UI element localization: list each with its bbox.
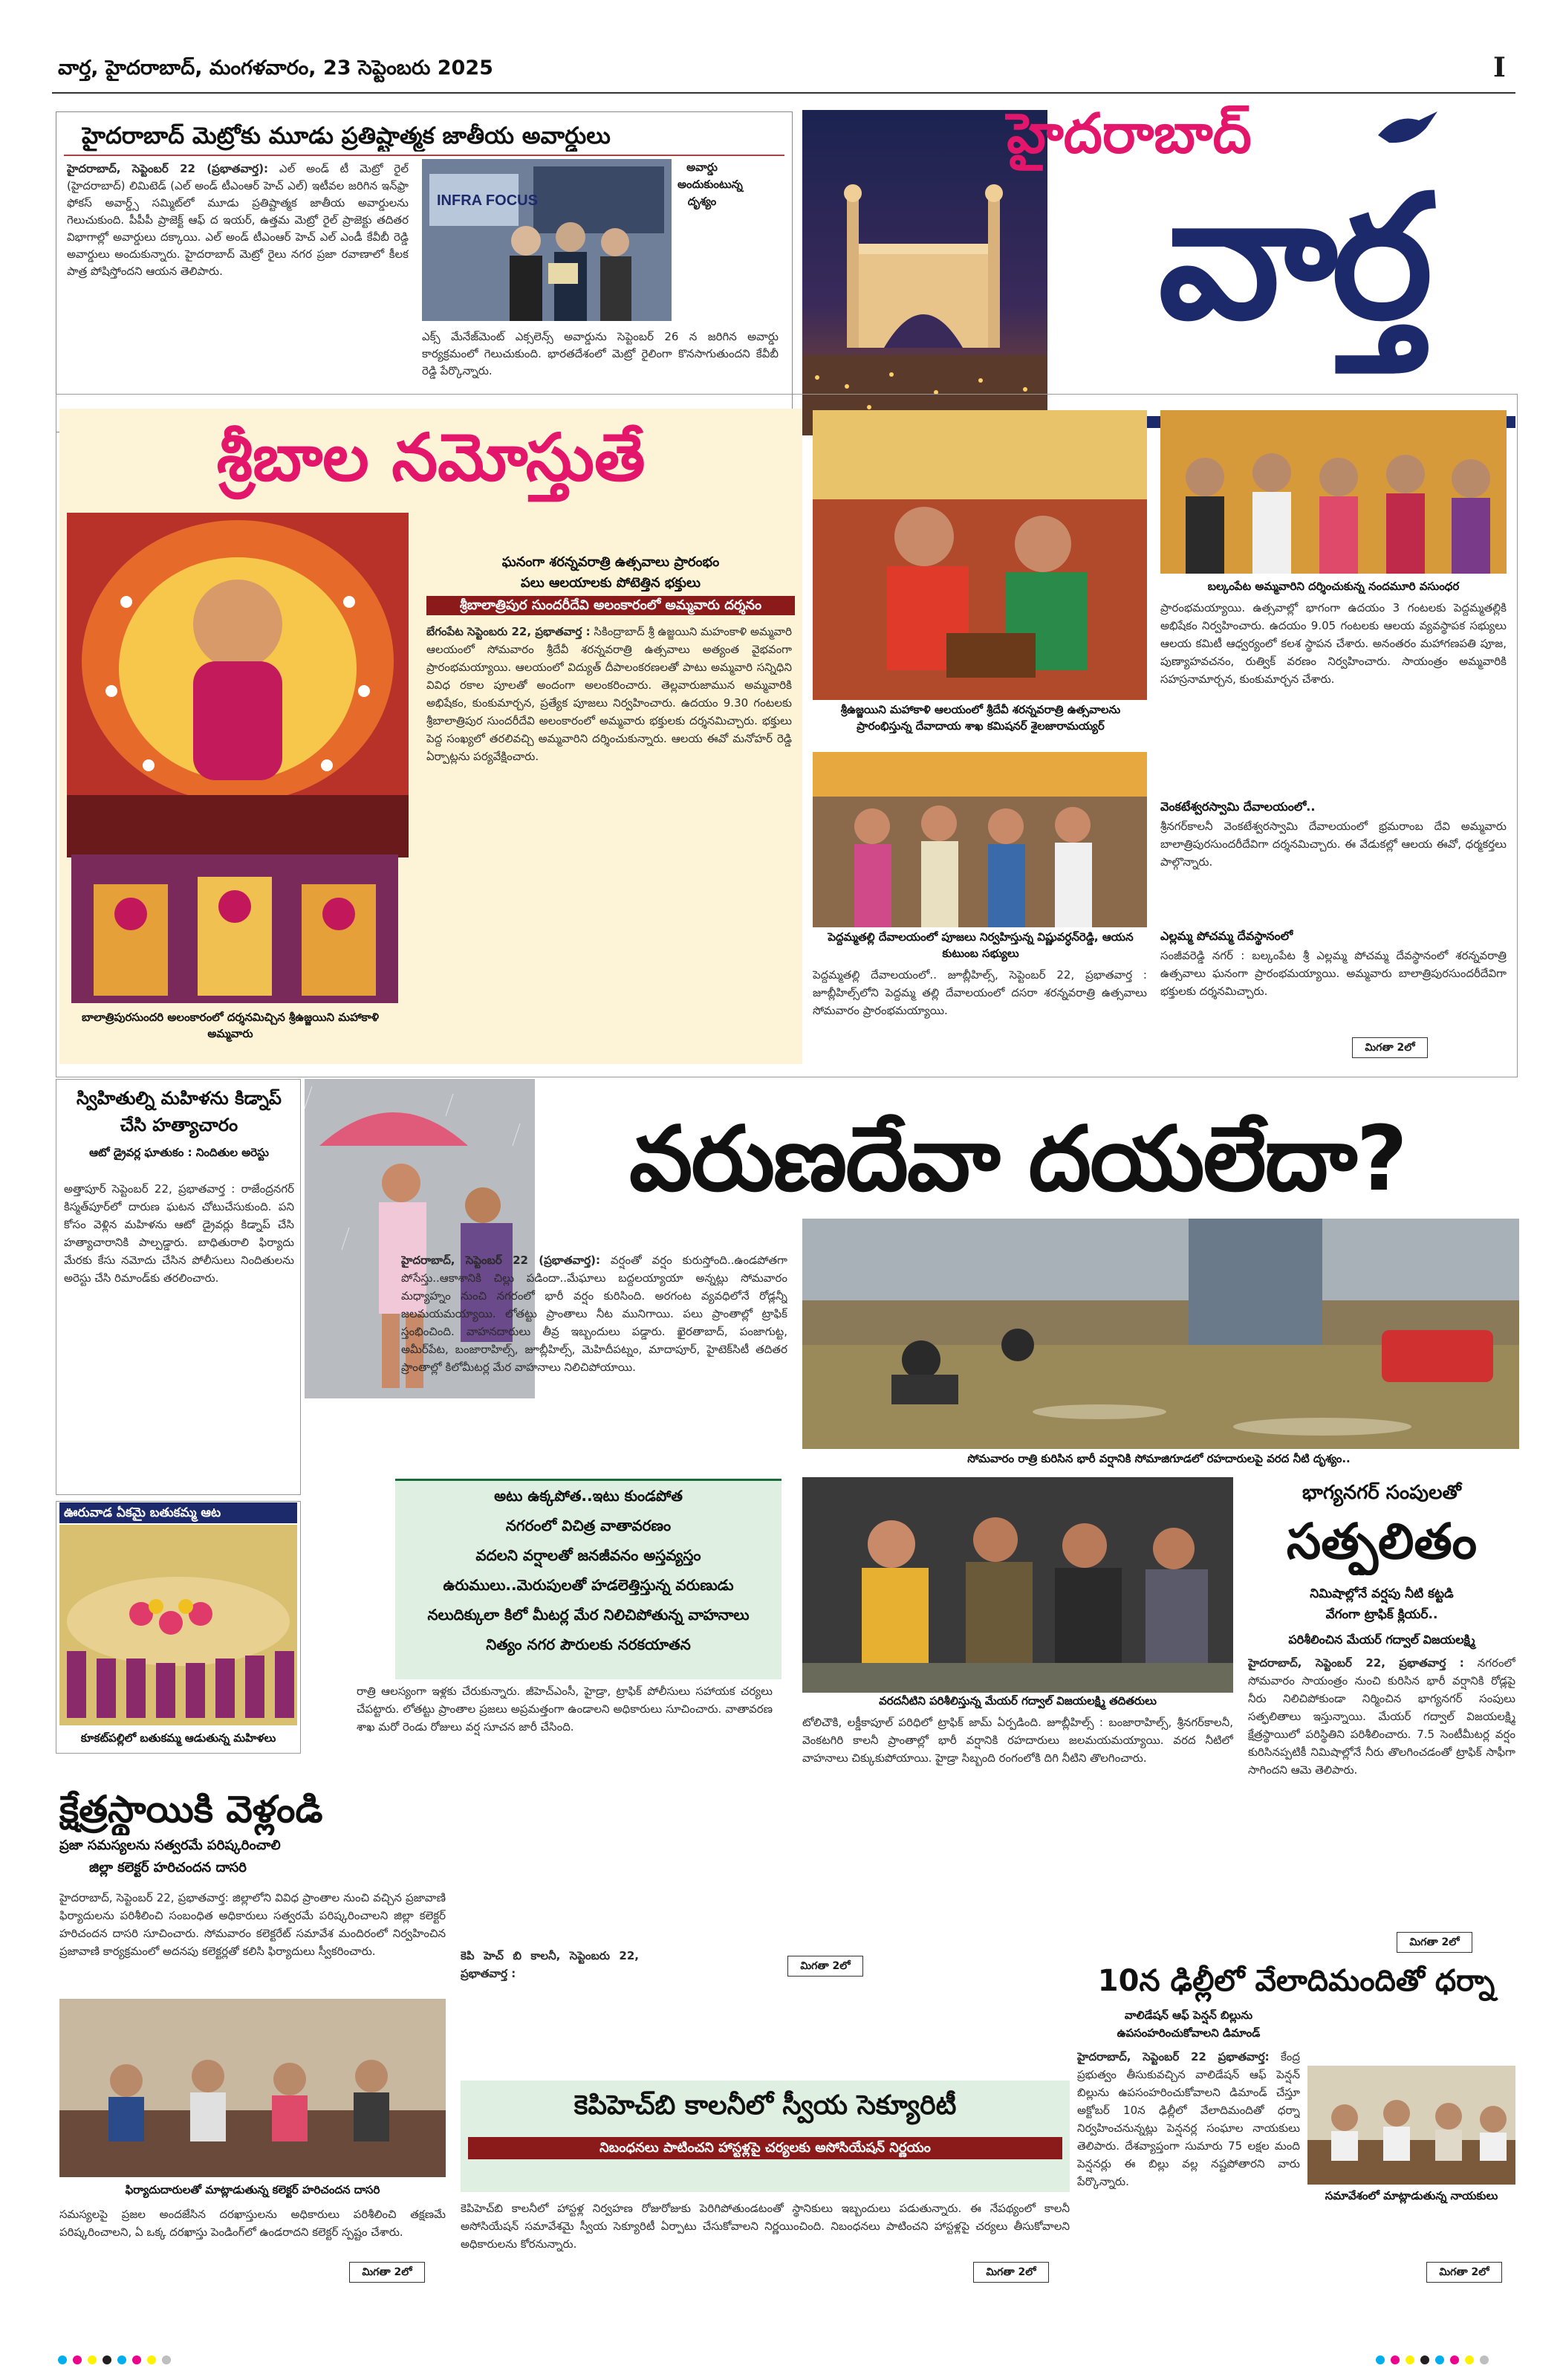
group-photo bbox=[1160, 410, 1507, 574]
sribala-temple-sub-2: ఎల్లమ్మ పోచమ్మ దేవస్థానంలో bbox=[1160, 929, 1293, 943]
collector-body-2: సమస్యలపై ప్రజల అందజేసిన దరఖాస్తులను అధికారులు పరిశీలించి తక్షణమే పరిష్కరించాలని, ఏ ఒక్క దరఖాస్తు పెండింగ్‌లో ఉండరాదని కలెక్టర్ స్పష్టం చేశారు. bbox=[59, 2208, 446, 2239]
flood-caption: సోమవారం రాత్రి కురిసిన భారీ వర్షానికి సోమాజిగూడలో రహదారులపై వరద నీటి దృశ్యం.. bbox=[967, 1452, 1351, 1465]
sribala-col3-text: ప్రారంభమయ్యాయి. ఉత్సవాల్లో భాగంగా ఉదయం 3 గంటలకు పెద్దమ్మతల్లికి అభిషేకం నిర్వహించారు. ఉదయం 9.05 గంటలకు ఆలయ వ్యవస్థాపక సభ్యులు ఆలయ కమిటీ ఆధ్వర్యంలో కలశ స్థాపన చేశారు. అనంతరం మహాగణపతి పూజ, పుణ్యాహవచనం, రుత్విక్ వరణం నిర్వహించారు. సాయంత్రం అమ్మవారికి సహస్రనామార్చన, కుంకుమార్చన చేశారు. bbox=[1160, 601, 1507, 686]
rain-more-tag[interactable]: మిగతా 2లో bbox=[787, 1956, 863, 1977]
security-body: కెపిహెచ్‌బి కాలనీలో హాస్టళ్ల నిర్వహణ రోజురోజుకు పెరిగిపోతుండటంతో స్థానికులు ఇబ్బందులు పడుతున్నారు. ఈ నేపథ్యంలో కాలనీ అసోసియేషన్ సమావేశమై స్వీయ సెక్యూరిటీ ఏర్పాటు చేసుకోవాలని నిర్ణయించింది. నిబంధనలు పాటించని హాస్టళ్లపై చర్యలు తీసుకోవాలని అధికారులను కోరనున్నారు. bbox=[461, 2202, 1070, 2251]
metro-banner-text: INFRA FOCUS bbox=[437, 192, 538, 209]
rain-highlight-2: నగరంలో విచిత్ర వాతావరణం bbox=[505, 1517, 672, 1534]
print-color-strip-right bbox=[1374, 2354, 1523, 2366]
rain-headline: వరుణదేవా దయలేదా? bbox=[629, 1108, 1406, 1211]
delhi-more-tag[interactable]: మిగతా 2లో bbox=[1426, 2262, 1502, 2283]
puja-photo bbox=[813, 410, 1147, 700]
family-caption: పెద్దమ్మతల్లి దేవాలయంలో పూజలు నిర్వహిస్తున్న విష్ణువర్ధన్‌రెడ్డి, ఆయన కుటుంబ సభ్యులు bbox=[828, 930, 1134, 960]
metro-body-text: ఎల్ అండ్ టీ మెట్రో రైల్ (హైదరాబాద్) లిమిటెడ్ (ఎల్ అండ్ టీఎంఆర్ హెచ్ ఎల్) ఇటీవల జరిగిన ఇన్‌ఫ్రా ఫోకస్ అవార్డ్స్ సమ్మిట్‌లో మూడు ప్రతిష్టాత్మక జాతీయ అవార్డులను గెలుచుకుంది. పీపీపీ ప్రాజెక్ట్ ఆఫ్ ద ఇయర్, ఉత్తమ మెట్రో రైల్ ప్రాజెక్టు తదితర విభాగాల్లో అవార్డులు దక్కాయి. ఎల్ అండ్ టీఎంఆర్ హెచ్ ఎల్ ఎండీ కేవీబీ రెడ్డి అవార్డులు అందుకున్నారు. హైదరాబాద్ మెట్రో రైలు నగర ప్రజా రవాణాలో కీలక పాత్ర పోషిస్తోందని ఆయన తెలిపారు. bbox=[67, 162, 409, 278]
dove-icon bbox=[1374, 106, 1441, 150]
dateline: వార్త, హైదరాబాద్, మంగళవారం, 23 సెప్టెంబరు 2025 bbox=[58, 56, 493, 80]
delhi-headline: 10న ఢిల్లీలో వేలాదిమందితో ధర్నా bbox=[1097, 1964, 1495, 1998]
bhagya-headline: భాగ్యనగర్ సంపులతో bbox=[1302, 1482, 1461, 1504]
collector-more-tag[interactable]: మిగతా 2లో bbox=[349, 2262, 425, 2283]
masthead-title-top: హైదరాబాద్ bbox=[1007, 102, 1252, 166]
sribala-sub1: ఘనంగా శరన్నవరాత్రి ఉత్సవాలు ప్రారంభం bbox=[501, 554, 720, 570]
bhagya-big: సత్ఫలితం bbox=[1286, 1513, 1478, 1570]
print-color-strip-left bbox=[56, 2354, 205, 2366]
metro-photo-caption: అవార్డు అందుకుంటున్న దృశ్యం bbox=[677, 160, 743, 208]
bhagya-body-text: నగరంలో సోమవారం సాయంత్రం నుంచి కురిసిన భారీ వర్షానికి రోడ్లపై నీరు నిలిచిపోకుండా నిర్మించిన భాగ్యనగర్ సంపులు సత్ఫలితాలు ఇస్తున్నాయి. మేయర్ గద్వాల్ విజయలక్ష్మి క్షేత్రస్థాయిలో పరిస్థితిని పరిశీలించారు. 7.5 సెంటీమీటర్ల వర్షం కురిసినప్పటికీ నిమిషాల్లోనే నీరు తొలగించడంతో ట్రాఫిక్ సాఫీగా సాగిందని ఆమె తెలిపారు. bbox=[1248, 1656, 1515, 1777]
delhi-caption: సమావేశంలో మాట్లాడుతున్న నాయకులు bbox=[1325, 2189, 1498, 2202]
deity-caption: బాలాత్రిపురసుందరి అలంకారంలో దర్శనమిచ్చిన శ్రీఉజ్జయిని మహాకాళి అమ్మవారు bbox=[82, 1011, 379, 1040]
page-number: I bbox=[1493, 52, 1506, 83]
sribala-col3b-text: శ్రీనగర్‌కాలనీ వెంకటేశ్వరస్వామి దేవాలయంలో భ్రమరాంబ దేవి అమ్మవారు బాలాత్రిపురసుందరీదేవిగా దర్శనమిచ్చారు. ఈ వేడుకల్లో ఆలయ ఈవో, ధర్మకర్తలు పాల్గొన్నారు. bbox=[1160, 820, 1507, 869]
family-photo bbox=[813, 752, 1147, 927]
rain-body bbox=[401, 1251, 787, 1459]
crime-body: అత్తాపూర్ సెప్టెంబర్ 22, ప్రభాతవార్త : రాజేంద్రనగర్ కిస్మత్‌పూర్‌లో దారుణ ఘటన చోటుచేసుకుంది. పని కోసం వెళ్లిన మహిళను ఆటో డ్రైవర్లు కిడ్నాప్ చేసి హత్యాచారానికి పాల్పడ్డారు. బాధితురాలి ఫిర్యాదు మేరకు కేసు నమోదు చేసిన పోలీసులు నిందితులను అరెస్టు చేసి రిమాండ్‌కు తరలించారు. bbox=[64, 1182, 294, 1285]
bathukamma-headline: ఊరువాడ ఏకమై బతుకమ్మ ఆట bbox=[59, 1502, 297, 1523]
sribala-temple-sub: వెంకటేశ్వరస్వామి దేవాలయంలో.. bbox=[1160, 800, 1316, 814]
bhagya-sub2: వేగంగా ట్రాఫిక్ క్లియర్.. bbox=[1325, 1607, 1438, 1622]
mayor-photo bbox=[802, 1477, 1233, 1693]
mayor-caption: వరదనీటిని పరిశీలిస్తున్న మేయర్ గద్వాల్ విజయలక్ష్మి తదితరులు bbox=[879, 1694, 1157, 1708]
bhagya-more-tag[interactable]: మిగతా 2లో bbox=[1397, 1932, 1472, 1953]
security-headline: కెపిహెచ్‌బి కాలనీలో స్వీయ సెక్యూరిటీ bbox=[573, 2090, 957, 2121]
collector-photo bbox=[59, 1999, 446, 2177]
metro-body bbox=[67, 160, 409, 428]
bhagya-body bbox=[1248, 1654, 1515, 1877]
rain-col-right: టోలిచౌకి, లక్డీకాపూల్ పరిధిలో ట్రాఫిక్ జామ్ ఏర్పడింది. జూబ్లీహిల్స్ : బంజారాహిల్స్, శ్రీనగర్‌కాలనీ, వెంకటగిరి కాలనీ ప్రాంతాల్లో భారీ వర్షానికి రహదారులు జలమయమయ్యాయి. వరద నీటిలో వాహనాలు చిక్కుకుపోయాయి. హైడ్రా సిబ్బంది రంగంలోకి దిగి నీటిని తొలగించారు. bbox=[802, 1716, 1233, 1765]
delhi-sub: వాలిడేషన్ ఆఫ్ పెన్షన్ బిల్లును ఉపసంహరించుకోవాలని డిమాండ్ bbox=[1117, 2008, 1261, 2040]
rain-highlight-1: అటు ఉక్కపోత..ఇటు కుండపోత bbox=[494, 1487, 683, 1505]
collector-headline: క్షేత్రస్థాయికి వెళ్లండి bbox=[59, 1788, 323, 1831]
sribala-title: శ్రీబాల నమోస్తుతే bbox=[216, 419, 646, 496]
flood-photo bbox=[802, 1219, 1519, 1449]
bhagya-sub1: నిమిషాల్లోనే వర్షపు నీటి కట్టడి bbox=[1310, 1586, 1454, 1601]
collector-sub1: ప్రజా సమస్యలను సత్వరమే పరిష్కరించాలి bbox=[59, 1838, 281, 1853]
crime-headline: స్విహితుల్ని మహిళను కిడ్నాప్ చేసి హత్యాచారం bbox=[77, 1088, 282, 1135]
metro-award-photo bbox=[422, 159, 672, 321]
sribala-col3c-text: సంజీవరెడ్డి నగర్ : బల్కంపేట శ్రీ ఎల్లమ్మ పోచమ్మ దేవస్థానంలో శరన్నవరాత్రి ఉత్సవాలు ఘనంగా ప్రారంభమయ్యాయి. అమ్మవారు బాలాత్రిపురసుందరీదేవిగా భక్తులకు దర్శనమిచ్చారు. bbox=[1160, 949, 1507, 998]
rain-body-text: వర్షంతో వర్షం కురుస్తోంది..ఉండపోతగా పోసేస్తు..ఆకాశానికి చిల్లు పడిందా..మేఘాలు బద్దలయ్యాయా అన్నట్లు సోమవారం మధ్యాహ్నం నుంచి నగరంలో భారీ వర్షం కురిసింది. అరగంట వ్యవధిలోనే రోడ్లన్నీ జలమయమయ్యాయి. లోతట్టు ప్రాంతాలు నీట మునిగాయి. పలు ప్రాంతాల్లో ట్రాఫిక్ స్తంభించింది. వాహనదారులు తీవ్ర ఇబ్బందులు పడ్డారు. ఖైరతాబాద్, పంజాగుట్ట, అమీర్‌పేట, బంజారాహిల్స్, జూబ్లీహిల్స్, మెహిదీపట్నం, మాదాపూర్, హైటెక్‌సిటీ తదితర ప్రాంతాల్లో కిలోమీటర్ల మేర వాహనాలు నిలిచిపోయాయి. bbox=[401, 1254, 787, 1374]
sribala-body bbox=[426, 623, 792, 985]
rain-highlight-4: ఉరుములు..మెరుపులతో హడలెత్తిస్తున్న వరుణుడు bbox=[443, 1576, 734, 1594]
rain-highlight-5: నలుదిక్కులా కిలో మీటర్ల మేర నిలిచిపోతున్న వాహనాలు bbox=[427, 1606, 750, 1624]
delhi-body-text: కేంద్ర ప్రభుత్వం తీసుకువచ్చిన వాలిడేషన్ ఆఫ్ పెన్షన్ బిల్లును ఉపసంహరించుకోవాలని డిమాండ్ చేస్తూ అక్టోబర్ 10న ఢిల్లీలో వేలాదిమందితో ధర్నా నిర్వహించనున్నట్లు పెన్షనర్ల సంఘాల నాయకులు తెలిపారు. దేశవ్యాప్తంగా సుమారు 75 లక్షల మంది పెన్షనర్లు ఈ బిల్లు వల్ల నష్టపోతారని వారు పేర్కొన్నారు. bbox=[1077, 2050, 1300, 2188]
sribala-col2-text: పెద్దమ్మతల్లి దేవాలయంలో.. జూబ్లీహిల్స్, సెప్టెంబర్ 22, ప్రభాతవార్త : జూబ్లీహిల్స్‌లోని పెద్దమ్మ తల్లి దేవాలయంలో దసరా శరన్నవరాత్రి ఉత్సవాలు సోమవారం ప్రారంభమయ్యాయి. bbox=[813, 968, 1147, 1017]
masthead-title-main: వార్త bbox=[1158, 159, 1427, 357]
delhi-photo bbox=[1307, 2066, 1515, 2185]
delhi-body bbox=[1077, 2048, 1300, 2271]
collector-sub2: జిల్లా కలెక్టర్ హరిచందన దాసరి bbox=[89, 1860, 247, 1875]
security-more-tag[interactable]: మిగతా 2లో bbox=[973, 2262, 1049, 2283]
group-caption: బల్కంపేట అమ్మవారిని దర్శించుకున్న నందమూరి వసుంధర bbox=[1207, 580, 1460, 593]
inset-deities-photo bbox=[71, 855, 398, 1003]
metro-body-2: ఎక్స్ మేనేజ్‌మెంట్ ఎక్సలెన్స్ అవార్డును సెప్టెంబర్ 26 న జరిగిన అవార్డు కార్యక్రమంలో గెలుచుకుంది. భారతదేశంలో మెట్రో రైలింగా కొనసాగుతుందని కేవీబీ రెడ్డి పేర్కొన్నారు. bbox=[422, 330, 779, 377]
bathukamma-photo bbox=[59, 1525, 297, 1725]
collector-body: హైదరాబాద్, సెప్టెంబర్ 22, ప్రభాతవార్త: జిల్లాలోని వివిధ ప్రాంతాల నుంచి వచ్చిన ప్రజావాణి ఫిర్యాదులను పరిశీలించి సంబంధిత అధికారులు సత్వరమే పరిష్కరించాలని జిల్లా కలెక్టర్ హరిచందన దాసరి సూచించారు. సోమవారం కలెక్టరేట్ సమావేశ మందిరంలో నిర్వహించిన ప్రజావాణి కార్యక్రమంలో అదనపు కలెక్టర్లతో కలిసి ఫిర్యాదులు స్వీకరించారు. bbox=[59, 1891, 446, 1958]
puja-caption: శ్రీఉజ్జయిని మహాకాళి ఆలయంలో శ్రీదేవీ శరన్నవరాత్రి ఉత్సవాలను ప్రారంభిస్తున్న దేవాదాయ శాఖ కమిషనర్ శైలజారామయ్యర్ bbox=[840, 703, 1121, 733]
rain-highlight-6: నిత్యం నగర పౌరులకు నరకయాతన bbox=[486, 1635, 691, 1653]
security-sub: నిబంధనలు పాటించని హాస్టళ్లపై చర్యలకు అసోసియేషన్ నిర్ణయం bbox=[468, 2137, 1062, 2159]
delhi-dateline: హైదరాబాద్, సెప్టెంబర్ 22 ప్రభాతవార్త: bbox=[1077, 2050, 1270, 2063]
sribala-sub3: శ్రీబాలాత్రిపుర సుందరీదేవి అలంకారంలో అమ్మవారు దర్శనం bbox=[426, 596, 795, 615]
collector-caption: ఫిర్యాదుదారులతో మాట్లాడుతున్న కలెక్టర్ హరిచందన దాసరి bbox=[125, 2183, 380, 2196]
rain-highlight-3: వదలని వర్షాలతో జనజీవనం అస్తవ్యస్తం bbox=[475, 1546, 701, 1564]
sribala-dateline: బేగంపేట సెప్టెంబరు 22, ప్రభాతవార్త : bbox=[426, 625, 591, 638]
sribala-sub2: పలు ఆలయాలకు పోటెత్తిన భక్తులు bbox=[520, 575, 701, 591]
metro-dateline: హైదరాబాద్, సెప్టెంబర్ 22 (ప్రభాతవార్త): bbox=[67, 162, 269, 175]
deity-photo bbox=[67, 513, 409, 857]
metro-headline: హైదరాబాద్ మెట్రోకు మూడు ప్రతిష్టాత్మక జాతీయ అవార్డులు bbox=[82, 123, 611, 149]
crime-sub: ఆటో డ్రైవర్ల ఘాతుకం : నిందితుల అరెస్టు bbox=[89, 1146, 269, 1159]
bhagya-sub3: పరిశీలించిన మేయర్ గద్వాల్ విజయలక్ష్మి bbox=[1288, 1632, 1475, 1647]
bathukamma-caption: కూకట్‌పల్లిలో బతుకమ్మ ఆడుతున్న మహిళలు bbox=[80, 1731, 276, 1745]
security-dateline: కెపి హెచ్ బి కాలనీ, సెప్టెంబరు 22, ప్రభాతవార్త : bbox=[461, 1949, 639, 1980]
rain-dateline: హైదరాబాద్, సెప్టెంబర్ 22 (ప్రభాతవార్త): bbox=[401, 1254, 601, 1267]
sribala-more-tag[interactable]: మిగతా 2లో bbox=[1352, 1037, 1428, 1058]
bhagya-dateline: హైదరాబాద్, సెప్టెంబర్ 22, ప్రభాతవార్త : bbox=[1248, 1656, 1464, 1670]
sribala-body-text: సికింద్రాబాద్ శ్రీ ఉజ్జయిని మహంకాళి అమ్మవారి ఆలయంలో సోమవారం శ్రీదేవీ శరన్నవరాత్రి ఉత్సవాలు అత్యంత వైభవంగా ప్రారంభమయ్యాయి. ఆలయంలో విద్యుత్ దీపాలంకరణలతో పాటు అమ్మవారి సన్నిధిని వివిధ రకాల పూలతో అందంగా అలంకరించారు. తెల్లవారుజామున అమ్మవారికి అభిషేకం, కుంకుమార్చన, ప్రత్యేక పూజలు నిర్వహించారు. ఉదయం 9.30 గంటలకు శ్రీబాలాత్రిపుర సుందరీదేవి అలంకారంలో అమ్మవారు భక్తులకు దర్శనమిచ్చారు. భక్తులు పెద్ద సంఖ్యలో తరలివచ్చి అమ్మవారిని దర్శించుకున్నారు. ఆలయ ఈవో మనోహర్ రెడ్డి ఏర్పాట్లను పర్యవేక్షించారు. bbox=[426, 625, 792, 763]
header-rule bbox=[52, 92, 1515, 94]
rain-body-bottom: రాత్రి ఆలస్యంగా ఇళ్లకు చేరుకున్నారు. జీహెచ్ఎంసీ, హైడ్రా, ట్రాఫిక్ పోలీసులు సహాయక చర్యలు చేపట్టారు. లోతట్టు ప్రాంతాల ప్రజలు అప్రమత్తంగా ఉండాలని అధికారులు సూచించారు. వాతావరణ శాఖ మరో రెండు రోజులు వర్ష సూచన జారీ చేసింది. bbox=[357, 1685, 773, 1734]
